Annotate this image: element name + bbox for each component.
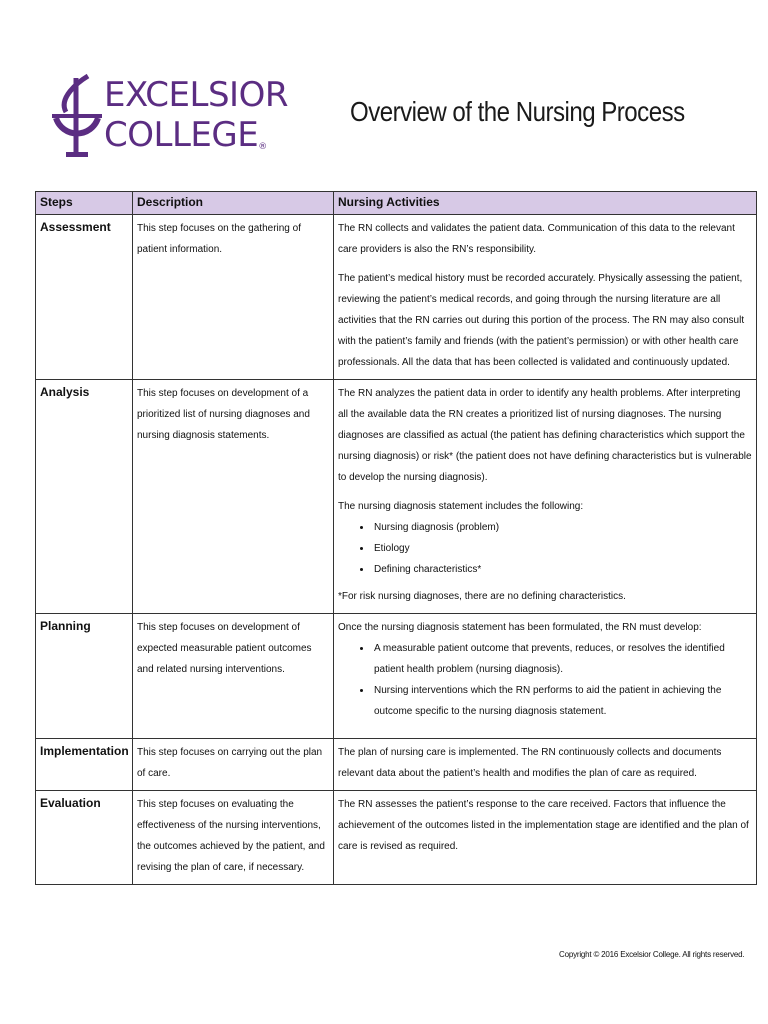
description-cell: This step focuses on carrying out the plan of care. bbox=[133, 739, 334, 791]
step-cell bbox=[36, 791, 133, 885]
excelsior-college-logo bbox=[48, 68, 288, 164]
description-cell: This step focuses on development of expected measurable patient outcomes and related nursing interventions. bbox=[133, 614, 334, 739]
table-row-assessment bbox=[36, 215, 757, 380]
description-cell: This step focuses on the gathering of patient information. bbox=[133, 215, 334, 380]
activities-cell bbox=[334, 739, 757, 791]
activities-cell bbox=[334, 215, 757, 380]
step-cell bbox=[36, 215, 133, 380]
activity-paragraph: Once the nursing diagnosis statement has been formulated, the RN must develop: bbox=[338, 622, 702, 633]
page-title: Overview of the Nursing Process bbox=[350, 96, 685, 127]
list-item: • Nursing interventions which the RN performs to aid the patient in achieving the outcome specific to the nursing diagnosis statement. bbox=[372, 680, 752, 722]
logo-text-line2-word: COLLEGE bbox=[104, 115, 259, 155]
column-header-activities: Nursing Activities bbox=[334, 192, 757, 215]
list-item: • Etiology bbox=[372, 538, 752, 559]
list-item: • Defining characteristics* bbox=[372, 559, 752, 580]
activity-paragraph: The nursing diagnosis statement includes the following: bbox=[338, 501, 584, 512]
bullet-list bbox=[338, 638, 752, 722]
activities-cell bbox=[334, 614, 757, 739]
list-item: • A measurable patient outcome that prevents, reduces, or resolves the identified patient health problem (nursing diagnosis). bbox=[372, 638, 752, 680]
logo-text-line2 bbox=[104, 115, 288, 158]
list-item: • Nursing diagnosis (problem) bbox=[372, 517, 752, 538]
registered-mark: ® bbox=[258, 142, 267, 152]
activity-paragraph: The patient’s medical history must be recorded accurately. Physically assessing the patient, reviewing the patient’s medical records, and going through the nursing literature are all activities that the RN carries out during this portion of the process. The RN may also consult with the patient’s family and friends (with the patient’s permission) or with other health care professionals. All the data that has been collected is validated and continuously updated. bbox=[338, 273, 745, 368]
activity-paragraph: The RN assesses the patient’s response to the care received. Factors that influence the achievement of the outcomes listed in the implementation stage are identified and the plan of care is revised as required. bbox=[338, 799, 749, 852]
table-row-analysis bbox=[36, 380, 757, 614]
column-header-steps: Steps bbox=[36, 192, 133, 215]
step-name: Evaluation bbox=[40, 796, 101, 810]
activity-paragraph: The RN collects and validates the patient data. Communication of this data to the relevant care providers is also the RN’s responsibility. bbox=[338, 223, 735, 255]
footnote: *For risk nursing diagnoses, there are no defining characteristics. bbox=[338, 591, 626, 602]
step-cell bbox=[36, 380, 133, 614]
table-header-row bbox=[36, 192, 757, 215]
step-name: Analysis bbox=[40, 385, 90, 399]
step-name: Assessment bbox=[40, 220, 111, 234]
step-name: Planning bbox=[40, 619, 91, 633]
bullet-list bbox=[338, 517, 752, 580]
copyright-notice: Copyright © 2016 Excelsior College. All rights reserved. bbox=[559, 950, 745, 959]
lamp-icon bbox=[48, 68, 104, 164]
table-row-evaluation bbox=[36, 791, 757, 885]
description-cell: This step focuses on evaluating the effectiveness of the nursing interventions, the outcomes achieved by the patient, and revising the plan of care, if necessary. bbox=[133, 791, 334, 885]
activity-paragraph: The RN analyzes the patient data in order to identify any health problems. After interpreting all the available data the RN creates a prioritized list of nursing diagnoses. The nursing diagnoses are classified as actual (the patient has defining characteristics which support the nursing diagnosis) or risk* (the patient does not have defining characteristics but is vulnerable to develop the nursing diagnosis). bbox=[338, 388, 752, 483]
column-header-description: Description bbox=[133, 192, 334, 215]
step-name: Implementation bbox=[40, 744, 129, 758]
step-cell bbox=[36, 739, 133, 791]
logo-text-line1: EXCELSIOR bbox=[104, 75, 288, 115]
table-row-implementation bbox=[36, 739, 757, 791]
activities-cell bbox=[334, 791, 757, 885]
step-cell bbox=[36, 614, 133, 739]
activity-paragraph: The plan of nursing care is implemented. The RN continuously collects and documents relevant data about the patient’s health and modifies the plan of care as required. bbox=[338, 747, 722, 779]
nursing-process-table bbox=[35, 191, 757, 885]
description-cell: This step focuses on development of a prioritized list of nursing diagnoses and nursing diagnosis statements. bbox=[133, 380, 334, 614]
activities-cell bbox=[334, 380, 757, 614]
table-row-planning bbox=[36, 614, 757, 739]
